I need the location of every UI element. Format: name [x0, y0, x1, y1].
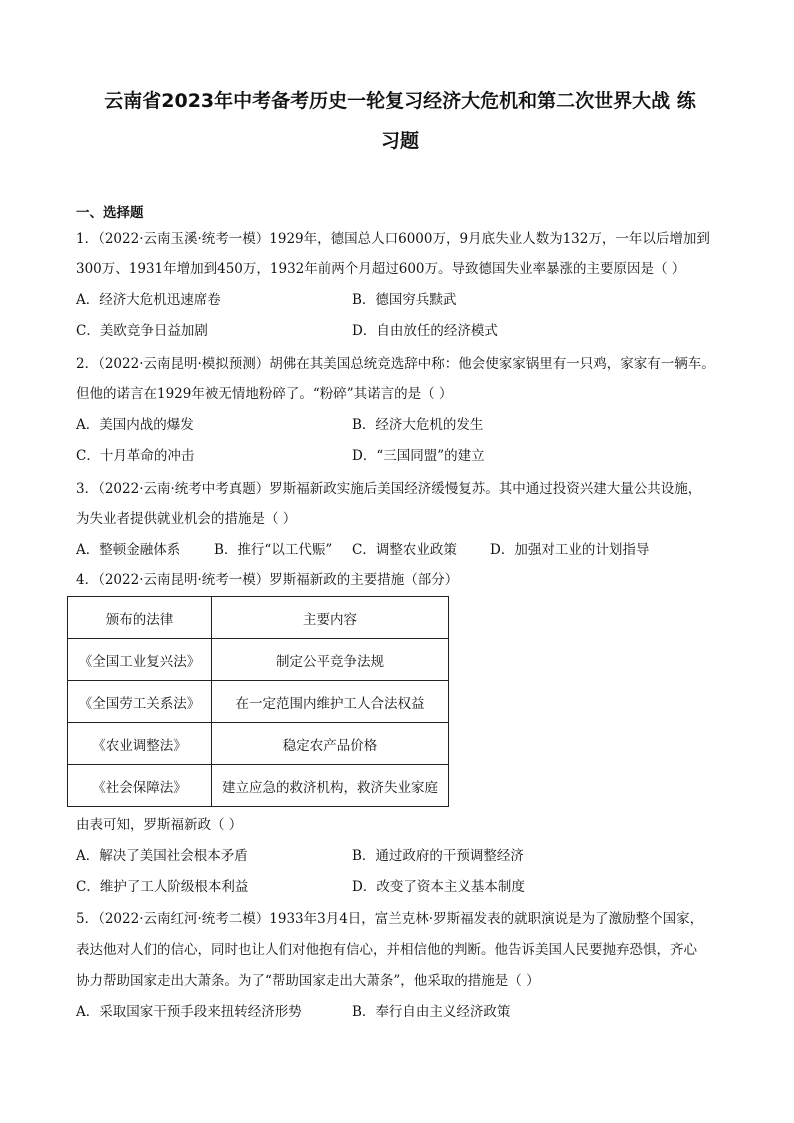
question-1-option-c: C．美欧竞争日益加剧 — [76, 323, 208, 339]
question-4-option-c: C．维护了工人阶级根本利益 — [76, 879, 249, 895]
table-cell-content: 在一定范围内维护工人合法权益 — [212, 681, 449, 723]
table-cell-content: 制定公平竞争法规 — [212, 639, 449, 681]
question-2-line-2: 但他的诺言在1929年被无情地粉碎了。“粉碎”其诺言的是（ ） — [76, 386, 453, 402]
question-2-line-1: 2．（2022·云南昆明·模拟预测）胡佛在其美国总统竞选辞中称：他会使家家锅里有一只鸡，家家有一辆车。 — [76, 356, 715, 372]
question-1-line-2: 300万、1931年增加到450万，1932年前两个月超过600万。导致德国失业率暴涨的主要原因是（ ） — [76, 261, 686, 277]
table-cell-law: 《农业调整法》 — [68, 723, 212, 765]
question-1-option-d: D．自由放任的经济模式 — [352, 323, 498, 339]
question-5-line-3: 协力帮助国家走出大萧条。为了“帮助国家走出大萧条”，他采取的措施是（ ） — [76, 973, 540, 989]
table-header-cell: 主要内容 — [212, 597, 449, 639]
question-4-stem: 由表可知，罗斯福新政（ ） — [76, 817, 243, 833]
question-4-line-1: 4．（2022·云南昆明·统考一模）罗斯福新政的主要措施（部分） — [76, 572, 459, 588]
question-4-option-a: A．解决了美国社会根本矛盾 — [76, 848, 248, 864]
question-3-option-b: B．推行“以工代赈” — [214, 542, 333, 558]
question-5-line-1: 5．（2022·云南红河·统考二模）1933年3月4日，富兰克林·罗斯福发表的就职演说是为了激励整个国家， — [76, 911, 704, 927]
question-4-option-b: B．通过政府的干预调整经济 — [352, 848, 524, 864]
document-title-line2: 习题 — [380, 130, 419, 152]
question-3-line-2: 为失业者提供就业机会的措施是（ ） — [76, 511, 297, 527]
document-title-line1: 云南省2023年中考备考历史一轮复习经济大危机和第二次世界大战 练 — [104, 90, 696, 112]
question-3-line-1: 3．（2022·云南·统考中考真题）罗斯福新政实施后美国经济缓慢复苏。其中通过投资兴建大量公共设施， — [76, 481, 702, 497]
table-cell-law: 《社会保障法》 — [68, 765, 212, 807]
question-1-option-a: A．经济大危机迅速席卷 — [76, 292, 221, 308]
table-cell-law: 《全国劳工关系法》 — [68, 681, 212, 723]
table-cell-content: 稳定农产品价格 — [212, 723, 449, 765]
section-heading: 一、选择题 — [76, 205, 144, 221]
table-header-cell: 颁布的法律 — [68, 597, 212, 639]
question-1-option-b: B．德国穷兵黩武 — [352, 292, 457, 308]
table-cell-law: 《全国工业复兴法》 — [68, 639, 212, 681]
question-5-option-a: A．采取国家干预手段来扭转经济形势 — [76, 1004, 302, 1020]
table-row — [68, 765, 449, 807]
question-5-option-b: B．奉行自由主义经济政策 — [352, 1004, 511, 1020]
table-cell-content: 建立应急的救济机构，救济失业家庭 — [212, 765, 449, 807]
question-2-option-a: A．美国内战的爆发 — [76, 417, 194, 433]
table-row — [68, 639, 449, 681]
table-row — [68, 681, 449, 723]
question-3-option-d: D．加强对工业的计划指导 — [490, 542, 650, 558]
question-1-line-1: 1．（2022·云南玉溪·统考一模）1929年，德国总人口6000万，9月底失业人数为132万，一年以后增加到 — [76, 231, 710, 247]
question-3-option-a: A．整顿金融体系 — [76, 542, 181, 558]
table-header-row — [68, 597, 449, 639]
question-2-option-b: B．经济大危机的发生 — [352, 417, 484, 433]
question-2-option-d: D．“三国同盟”的建立 — [352, 448, 485, 464]
new-deal-laws-table — [67, 596, 449, 807]
question-4-option-d: D．改变了资本主义基本制度 — [352, 879, 525, 895]
question-3-option-c: C．调整农业政策 — [352, 542, 457, 558]
question-2-option-c: C．十月革命的冲击 — [76, 448, 195, 464]
table-row — [68, 723, 449, 765]
question-5-line-2: 表达他对人们的信心，同时也让人们对他抱有信心，并相信他的判断。他告诉美国人民要抛弃恐惧，齐心 — [76, 942, 697, 958]
